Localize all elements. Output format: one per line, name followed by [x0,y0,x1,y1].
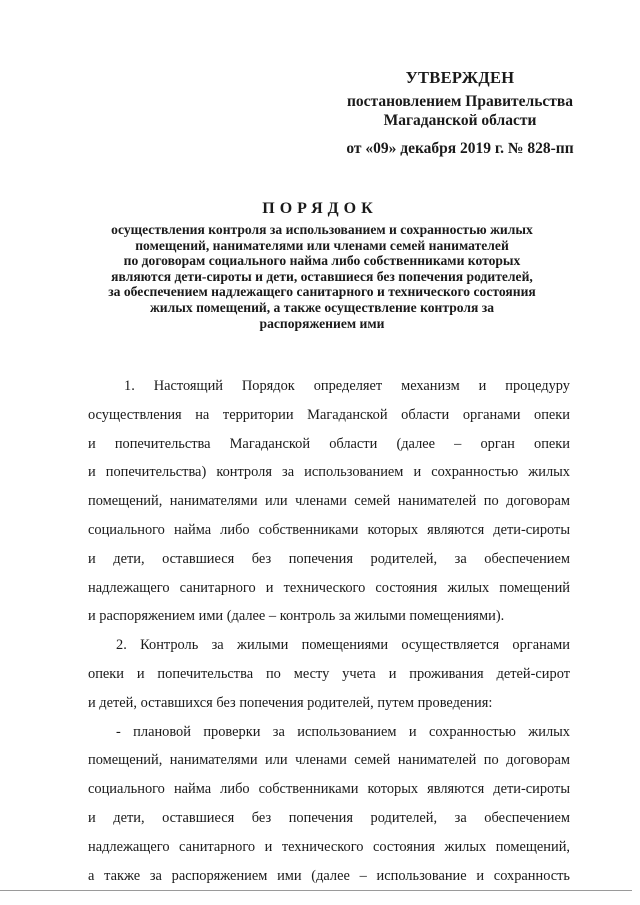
approval-date: от «09» декабря 2019 г. № 828-пп [346,140,574,157]
body-line: опеки и попечительства по месту учета и проживания детей-сирот [88,665,570,682]
document-body [88,372,570,890]
body-line: и детей, оставшихся без попечения родителей, путем проведения: [88,694,493,711]
list-item-start: - плановой проверки за использованием и сохранностью жилых [116,723,570,740]
body-line: надлежащего санитарного и технического состояния жилых помещений, [88,838,570,855]
body-line: социального найма либо собственниками которых являются дети-сироты [88,781,570,798]
subtitle-line: по договорам социального найма либо собственниками которых [123,253,521,269]
body-line: надлежащего санитарного и технического состояния жилых помещений [88,579,570,596]
subtitle-line: за обеспечением надлежащего санитарного и технического состояния [108,284,536,300]
paragraph-2-start: 2. Контроль за жилыми помещениями осуществляется органами [116,637,570,654]
subtitle-line: являются дети-сироты и дети, оставшиеся без попечения родителей, [111,268,533,284]
document-title: ПОРЯДОК [262,200,378,217]
approval-heading: УТВЕРЖДЕН [405,68,515,87]
subtitle-line: распоряжением ими [259,315,385,331]
approval-line-1: постановлением Правительства [346,93,574,110]
paragraph-1-start: 1. Настоящий Порядок определяет механизм и процедуру [124,378,570,394]
body-line: и распоряжением ими (далее – контроль за жилыми помещениями). [88,608,505,625]
body-line: социального найма либо собственниками которых являются дети-сироты [88,521,570,538]
subtitle-line: осуществления контроля за использованием и сохранностью жилых [111,222,533,237]
page-bottom-rule [0,890,632,891]
approval-stamp [340,68,580,158]
body-line: а также за распоряжением ими (далее – использование и сохранность [88,867,570,884]
body-line: и дети, оставшиеся без попечения родителей, за обеспечением [88,809,570,826]
body-line: и попечительства) контроля за использованием и сохранностью жилых [88,464,570,481]
subtitle-line: помещений, нанимателями или членами семей нанимателей [135,237,509,253]
subtitle-line: жилых помещений, а также осуществление контроля за [149,299,495,315]
body-line: помещений, нанимателями или членами семей нанимателей по договорам [88,493,570,510]
body-line: помещений, нанимателями или членами семей нанимателей по договорам [88,752,570,769]
body-line: и попечительства Магаданской области (далее – орган опеки [88,435,570,452]
approval-line-2: Магаданской области [383,112,537,129]
body-line: осуществления на территории Магаданской области органами опеки [88,406,570,423]
body-line: и дети, оставшиеся без попечения родителей, за обеспечением [88,550,570,567]
document-subtitle [72,222,572,331]
